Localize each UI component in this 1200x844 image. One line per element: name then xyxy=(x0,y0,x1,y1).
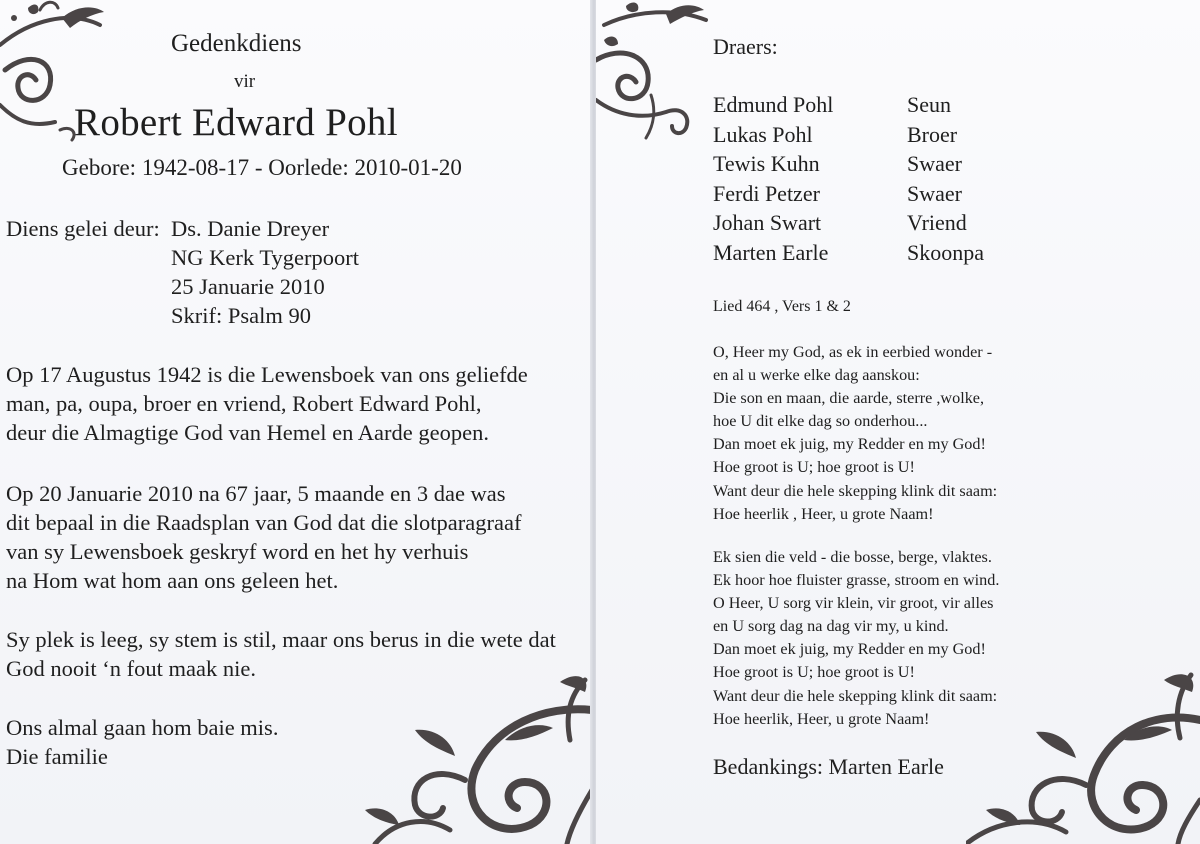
bearer-row xyxy=(713,90,984,120)
bearer-row xyxy=(713,238,984,268)
hymn-verse-1: O, Heer my God, as ek in eerbied wonder - en al u werke elke dag aanskou: Die son en maan, die aarde, sterre ,wolke, hoe U dit elke dag so onderhou... Dan moet ek juig, my Redder en my God! Hoe groot is U; hoe groot is U! Want deur die hele skepping klink dit saam: Hoe heerlik , Heer, u grote Naam! xyxy=(713,343,998,523)
bearer-name: Marten Earle xyxy=(713,239,829,265)
bearer-name: Edmund Pohl xyxy=(713,92,834,117)
left-page xyxy=(0,0,592,844)
paragraph-death: Op 20 Januarie 2010 na 67 jaar, 5 maande en 3 dae was dit bepaal in die Raadsplan van God dat die slotparagraaf van sy Lewensboek geskryf word en het hy verhuis na Hom wat hom aan ons geleen het. xyxy=(6,481,522,593)
bearer-name: Johan Swart xyxy=(713,210,822,235)
service-minister: Ds. Danie Dreyer xyxy=(171,216,330,241)
deceased-name: Robert Edward Pohl xyxy=(74,101,398,144)
hymn-reference: Lied 464 , Vers 1 & 2 xyxy=(713,298,851,315)
service-label: Diens gelei deur: xyxy=(6,216,160,241)
swirl-ornament-icon xyxy=(355,670,592,844)
bearer-relation: Skoonpa xyxy=(907,239,984,265)
service-scripture: Skrif: Psalm 90 xyxy=(171,303,312,328)
right-page xyxy=(596,0,1200,844)
bearer-relation: Vriend xyxy=(907,210,967,235)
paragraph-faith: Sy plek is leeg, sy stem is stil, maar ons berus in die wete dat God nooit ‘n fout maak nie. xyxy=(6,627,556,681)
paragraph-birth: Op 17 Augustus 1942 is die Lewensboek van ons geliefde man, pa, oupa, broer en vriend, Robert Edward Pohl, deur die Almagtige God van Hemel en Aarde geopen. xyxy=(6,362,528,445)
bearer-relation: Swaer xyxy=(907,151,962,176)
bearer-name: Tewis Kuhn xyxy=(713,151,820,176)
bearer-row xyxy=(713,120,984,150)
service-church: NG Kerk Tygerpoort xyxy=(171,245,359,270)
service-date: 25 Januarie 2010 xyxy=(171,274,325,299)
bearer-row xyxy=(713,179,984,209)
bearers-list xyxy=(713,90,984,267)
thanks-line: Bedankings: Marten Earle xyxy=(713,754,944,779)
memorial-heading: Gedenkdiens xyxy=(171,30,302,57)
bearers-heading: Draers: xyxy=(713,34,778,59)
bearer-row xyxy=(713,149,984,179)
swirl-ornament-icon xyxy=(966,670,1200,844)
hymn-verse-2: Ek sien die veld - die bosse, berge, vlaktes. Ek hoor hoe fluister grasse, stroom en wind. O Heer, U sorg vir klein, vir groot, vir alles en U sorg dag na dag vir my, u kind. Dan moet ek juig, my Redder en my God! Hoe groot is U; hoe groot is U! Want deur die hele skepping klink dit saam: Hoe heerlik, Heer, u grote Naam! xyxy=(713,548,1000,728)
swirl-ornament-icon xyxy=(596,0,711,140)
for-label: vir xyxy=(234,71,256,92)
bearer-name: Ferdi Petzer xyxy=(713,180,820,206)
bearer-relation: Seun xyxy=(907,92,951,117)
paragraph-closing: Ons almal gaan hom baie mis. Die familie xyxy=(6,715,279,769)
bearer-relation: Broer xyxy=(907,121,958,147)
bearer-relation: Swaer xyxy=(907,180,962,206)
bearer-row xyxy=(713,208,984,238)
birth-death-dates: Gebore: 1942-08-17 - Oorlede: 2010-01-20 xyxy=(62,155,462,180)
bearer-name: Lukas Pohl xyxy=(713,121,813,147)
